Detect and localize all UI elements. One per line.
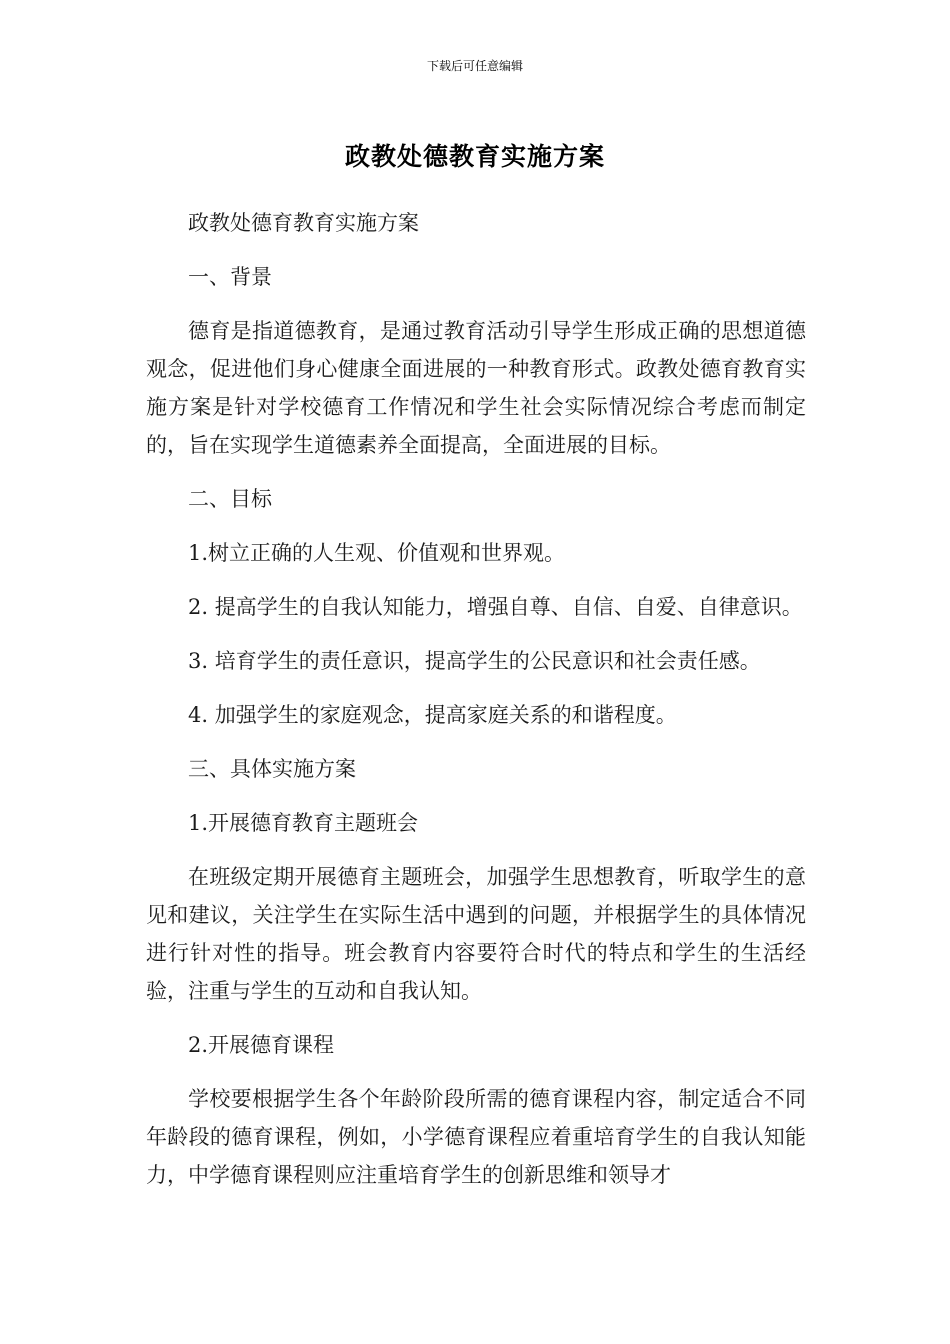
goal-item-3: 3. 培育学生的责任意识，提高学生的公民意识和社会责任感。 <box>188 649 761 673</box>
goal-item-1: 1.树立正确的人生观、价值观和世界观。 <box>188 541 566 565</box>
plan-item-2-heading: 2.开展德育课程 <box>188 1033 335 1057</box>
document-body <box>146 204 806 1210</box>
goal-item-2: 2. 提高学生的自我认知能力，增强自尊、自信、自爱、自律意识。 <box>188 595 803 619</box>
plan-item-1-heading: 1.开展德育教育主题班会 <box>188 811 419 835</box>
header-note: 下载后可任意编辑 <box>426 59 523 73</box>
section-heading-goals: 二、目标 <box>188 487 272 511</box>
plan-item-2-body: 学校要根据学生各个年龄阶段所需的德育课程内容，制定适合不同年龄段的德育课程，例如，小学德育课程应着重培育学生的自我认知能力，中学德育课程则应注重培育学生的创新思维和领导才 <box>146 1087 806 1187</box>
paragraph-background: 德育是指道德教育，是通过教育活动引导学生形成正确的思想道德观念，促进他们身心健康全面进展的一种教育形式。政教处德育教育实施方案是针对学校德育工作情况和学生社会实际情况综合考虑而制定的，旨在实现学生道德素养全面提高，全面进展的目标。 <box>146 319 806 457</box>
section-heading-plan: 三、具体实施方案 <box>188 757 356 781</box>
goal-item-4: 4. 加强学生的家庭观念，提高家庭关系的和谐程度。 <box>188 703 677 727</box>
paragraph-subtitle: 政教处德育教育实施方案 <box>188 211 419 235</box>
section-heading-background: 一、背景 <box>188 265 272 289</box>
page-title: 政教处德教育实施方案 <box>344 142 605 171</box>
plan-item-1-body: 在班级定期开展德育主题班会，加强学生思想教育，听取学生的意见和建议，关注学生在实际生活中遇到的问题，并根据学生的具体情况进行针对性的指导。班会教育内容要符合时代的特点和学生的生活经验，注重与学生的互动和自我认知。 <box>146 865 806 1003</box>
